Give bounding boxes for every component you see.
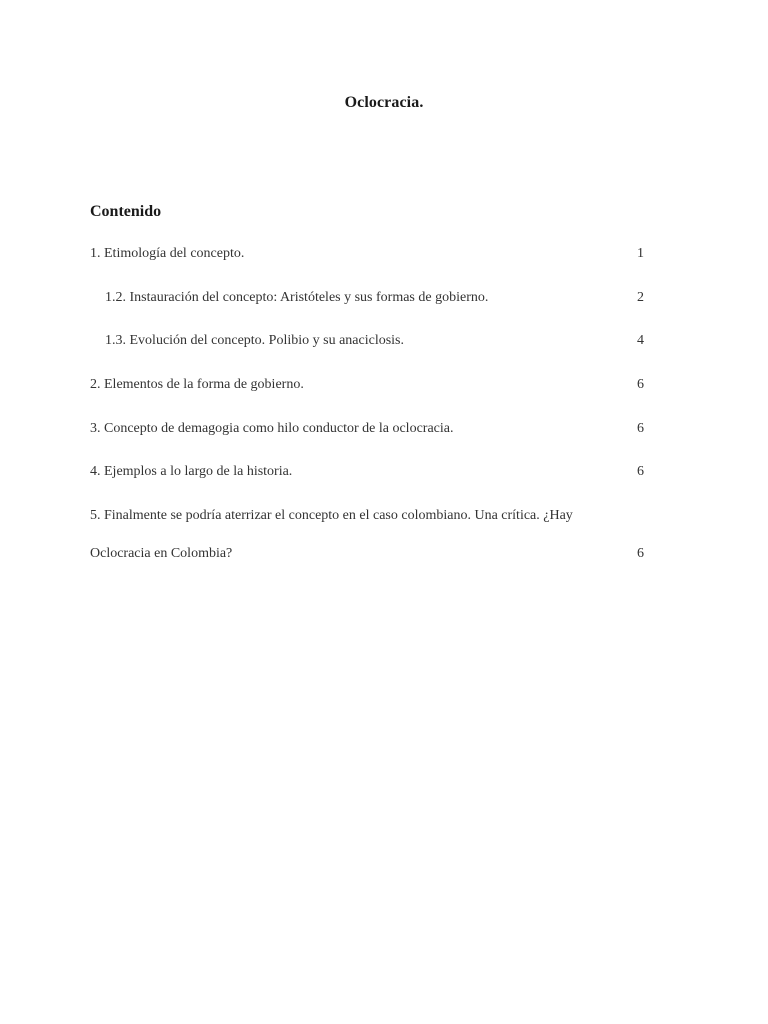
toc-entry-page: 4 xyxy=(637,333,644,348)
document-title: Oclocracia. xyxy=(344,94,424,111)
toc-entry[interactable] xyxy=(90,377,644,393)
toc-entry-text: 4. Ejemplos a lo largo de la historia. xyxy=(90,464,293,479)
toc-entry-page: 6 xyxy=(637,546,644,561)
toc-entry-text: 1.2. Instauración del concepto: Aristóteles y sus formas de gobierno. xyxy=(105,290,489,305)
toc-entry-page: 6 xyxy=(637,421,644,436)
toc-entry[interactable] xyxy=(105,333,644,349)
toc-entry-page: 2 xyxy=(637,290,644,305)
toc-entry-text: 3. Concepto de demagogia como hilo conductor de la oclocracia. xyxy=(90,421,454,436)
toc-entry-page: 6 xyxy=(637,464,644,479)
toc-entry-text: 5. Finalmente se podría aterrizar el concepto en el caso colombiano. Una crítica. ¿Hay xyxy=(90,508,573,523)
toc-heading: Contenido xyxy=(90,203,162,220)
toc-entry-page: 6 xyxy=(637,377,644,392)
toc-entry[interactable] xyxy=(105,290,644,306)
toc-entry-text-continued: Oclocracia en Colombia? xyxy=(90,546,233,561)
toc-entry-text: 1. Etimología del concepto. xyxy=(90,246,245,261)
toc-entry[interactable] xyxy=(90,421,644,437)
toc-entry-page: 1 xyxy=(637,246,644,261)
toc-entry-text: 1.3. Evolución del concepto. Polibio y su anaciclosis. xyxy=(105,333,405,348)
toc-entry[interactable] xyxy=(90,464,644,480)
toc-entry[interactable] xyxy=(90,246,644,262)
toc-entry-text: 2. Elementos de la forma de gobierno. xyxy=(90,377,304,392)
